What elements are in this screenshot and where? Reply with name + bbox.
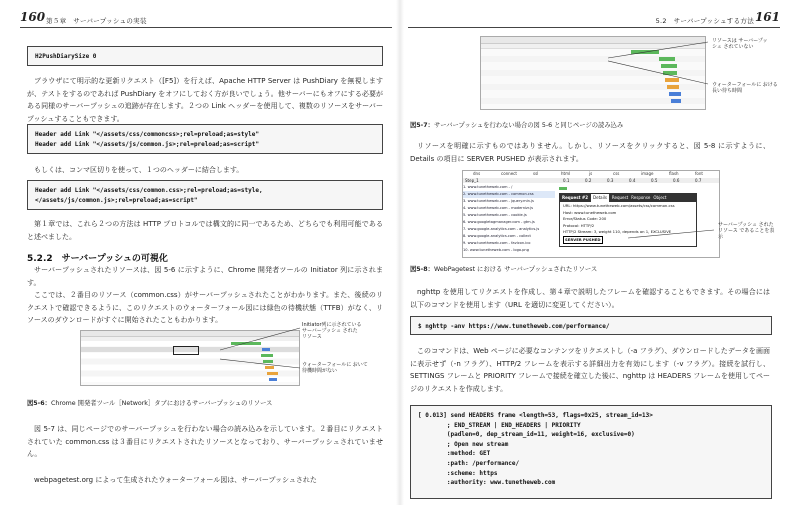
left-para-6: 図 5-7 は、同じページでのサーバープッシュを行わない場合の読み込みを示しています。２番目にリクエストされていた common.css は３番目にリクエストされたリソースとなっており、サーバープッシュされていません。 bbox=[27, 425, 383, 458]
left-running-head bbox=[20, 10, 392, 28]
wpt-panel-status: Error/Status Code: 200 bbox=[563, 216, 607, 221]
wpt-row-4[interactable]: 4. www.tunetheweb.com - modernizr.js bbox=[463, 206, 534, 210]
right-running-head bbox=[408, 10, 780, 28]
wpt-col-flash: flash bbox=[669, 171, 679, 176]
fig7-row-8 bbox=[481, 98, 705, 104]
wpt-row-7[interactable]: 7. www.google-analytics.com - analytics.js bbox=[463, 227, 540, 231]
wpt-col-image: image bbox=[641, 171, 654, 176]
fig5-6-note-initiator: Initiator列に示されている サーバープッシュ されたリソース bbox=[302, 322, 362, 340]
fig5-8-caption-text: WebPagetest における サーバープッシュされたリソース bbox=[433, 266, 598, 273]
left-para-1: ブラウザにて明示的な更新リクエスト（[F5]）を行えば、Apache HTTP Server は PushDiary を無視しますが、テストをするのであれば PushDiary をオフにしておく方が良いでしょう。他サーバーにもオフにする必要がある同様のサーバープッシュの追跡が存在します。２つの Link ヘッダーを使用して、複数のリソースをサーバープッシュすることもできます。 bbox=[27, 77, 383, 123]
right-para-3: このコマンドは、Web ページに必要なコンテンツをリクエストし（-a フラグ）、ダウンロードしたデータを画面に表示せず（-n フラグ）、HTTP/2 フレームを表示する詳細出力を有効にします（-v フラグ）。接続を試行し、SETTINGS フレームと PRIORITY フレームで接続を確立した後に、nghttp は HEADERS フレームを使用してページのリクエストを作成します。 bbox=[410, 347, 770, 393]
wpt-row-5[interactable]: 5. www.tunetheweb.com - cookie.js bbox=[463, 213, 527, 217]
fig5-6-caption-text: Chrome 開発者ツール［Network］タブにおけるサーバープッシュのリソース bbox=[50, 400, 273, 407]
wpt-col-js: js bbox=[589, 171, 593, 176]
wpt-col-font: font bbox=[695, 171, 703, 176]
fig5-7-note-long-wait: ウォーターフォールに おける長い待ち時間 bbox=[712, 82, 778, 94]
fig5-8-caption-label: 図5-8： bbox=[410, 266, 434, 273]
wpt-col-connect: connect bbox=[501, 171, 517, 176]
right-page-number: 161 bbox=[754, 10, 780, 24]
wpt-scale-4: 0.4 bbox=[629, 178, 636, 183]
left-para-2: もしくは、コンマ区切りを使って、１つのヘッダーに結合します。 bbox=[34, 166, 244, 174]
wpt-row-8[interactable]: 8. www.google-analytics.com - collect bbox=[463, 234, 531, 238]
fig5-7-callout-lines bbox=[608, 36, 718, 96]
right-para-1: リソースを明確に示すものではありません。しかし、リソースをクリックすると、図 5-8 に示すように、Details の項目に SERVER PUSHED が表示されます。 bbox=[410, 142, 770, 163]
fig5-7-note-not-pushed: リソースは サーバープッシュ されていない bbox=[712, 38, 768, 50]
right-section-header: 5.2 サーバープッシュする方法 bbox=[655, 17, 754, 25]
wpt-col-dns: dns bbox=[473, 171, 481, 176]
wpt-col-html: html bbox=[561, 171, 571, 176]
left-page-number: 160 bbox=[20, 10, 46, 24]
wpt-col-ssl: ssl bbox=[533, 171, 539, 176]
wpt-row-6[interactable]: 6. www.googletagmanager.com - gtm.js bbox=[463, 220, 535, 224]
right-code-1: $ nghttp -anv https://www.tunetheweb.com/performance/ bbox=[410, 316, 772, 335]
wpt-panel-url: URL: https://www.tunetheweb.com/assets/css/common.css bbox=[563, 203, 675, 208]
left-code-3: Header add Link "</assets/css/common.css>;rel=preload;as=style, </assets/js/common.js>;rel=preload;as=script" bbox=[27, 180, 383, 210]
left-chapter-header: 第５章 サーバープッシュの実装 bbox=[46, 17, 147, 25]
wpt-scale-5: 0.5 bbox=[651, 178, 658, 183]
wpt-tab-object[interactable]: Object bbox=[653, 195, 667, 200]
wpt-row-9[interactable]: 9. www.tunetheweb.com - favicon.ico bbox=[463, 241, 531, 245]
right-para-2: nghttp を使用してリクエストを作成し、第４章で説明したフレームを確認することもできます。その場合には以下のコマンドを使用します（URL を適切に変更してください）。 bbox=[410, 288, 770, 309]
section-title: 5.2.2 サーバープッシュの可視化 bbox=[27, 254, 168, 264]
wpt-row-1[interactable]: 1. www.tunetheweb.com - / bbox=[463, 185, 513, 189]
wpt-step-label: Step_1 bbox=[465, 178, 479, 183]
wpt-row-2[interactable]: 2. www.tunetheweb.com - common.css bbox=[463, 191, 555, 198]
left-code-1: H2PushDiarySize 0 bbox=[27, 46, 383, 66]
left-code-2: Header add Link "</assets/css/commoncss>;rel=preload;as=style" Header add Link "</assets/js/common.js>;rel=preload;as=script" bbox=[27, 124, 383, 154]
wpt-scale-1: 0.1 bbox=[563, 178, 570, 183]
wpt-panel-stream: HTTP/2 Stream: 3, weight 110, depends on 1, EXCLUSIVE bbox=[563, 229, 672, 234]
page-gutter bbox=[396, 0, 404, 505]
right-page bbox=[408, 0, 780, 505]
wpt-col-css: css bbox=[613, 171, 620, 176]
wpt-legend bbox=[463, 171, 719, 177]
wpt-panel-protocol: Protocol: HTTP/2 bbox=[563, 222, 595, 228]
fig5-6-caption-label: 図5-6： bbox=[27, 400, 51, 407]
wpt-scale-3: 0.3 bbox=[607, 178, 614, 183]
left-para-5: ここでは、２番目のリソース（common.css）がサーバープッシュされたことがわかります。また、後続のリクエストで確認できるように、このリクエストのウォーターフォール図には緑色の待機状態（TTFB）がなく、リソースのダウンロードがすぐに開始されたこともわかります。 bbox=[27, 291, 383, 324]
fig5-6-note-waiting: ウォーターフォールに おいて待機時間がない bbox=[302, 362, 368, 374]
wpt-panel-title: Request #2 bbox=[562, 195, 589, 200]
wpt-panel-host: Host: www.tunetheweb.com bbox=[563, 209, 617, 215]
fig5-7-caption-text: サーバープッシュを行わない場合の図 5-6 と同じページの読み込み bbox=[433, 122, 624, 129]
wpt-tab-request[interactable]: Request bbox=[611, 195, 629, 200]
wpt-scale-2: 0.2 bbox=[585, 178, 592, 183]
left-para-7: webpagetest.org によって生成されたウォーターフォール図は、サーバープッシュされた bbox=[34, 476, 317, 484]
fig5-7-caption bbox=[410, 120, 623, 129]
left-para-3: 第１章では、これら２つの方法は HTTP プロトコルでは構文的に同一であるため、どちらでも利用可能であると述べました。 bbox=[27, 220, 383, 241]
wpt-row-10[interactable]: 10. www.tunetheweb.com - logo.png bbox=[463, 248, 529, 252]
wpt-tab-details[interactable]: Details bbox=[593, 195, 607, 200]
fig5-6-callout-lines bbox=[220, 320, 310, 380]
wpt-tab-response[interactable]: Response bbox=[631, 195, 651, 200]
wpt-scale-7: 0.7 bbox=[695, 178, 702, 183]
wpt-row-3[interactable]: 3. www.tunetheweb.com - jquery.min.js bbox=[463, 199, 534, 203]
fig5-8-note: サーバープッシュ されたリソース であることを表示 bbox=[718, 222, 775, 240]
wpt-panel-tabs bbox=[560, 194, 696, 202]
fig5-6-caption bbox=[27, 398, 272, 407]
left-page bbox=[20, 0, 392, 505]
fig5-7-caption-label: 図5-7： bbox=[410, 122, 434, 129]
wpt-scale-6: 0.6 bbox=[673, 178, 680, 183]
right-code-2: [ 0.013] send HEADERS frame <length=53, flags=0x25, stream_id=13> ; END_STREAM | END_HEADERS | PRIORITY (padlen=0, dep_stream_id=11, weight=16, exclusive=0) ; Open new stream :method: GET :path: /performance/ :scheme: https :authority: www.tunetheweb.com bbox=[410, 405, 772, 499]
wpt-panel-server-pushed: SERVER PUSHED bbox=[563, 236, 603, 245]
wpt-scale-row bbox=[463, 178, 719, 183]
initiator-highlight-box bbox=[173, 346, 199, 355]
wpt-request-list bbox=[463, 184, 555, 256]
wpt-bar-1 bbox=[559, 187, 567, 190]
fig5-8-callout-line bbox=[628, 220, 718, 260]
fig5-8-caption bbox=[410, 264, 597, 273]
left-para-4: サーバープッシュされたリソースは、図 5-6 に示すように、Chrome 開発者ツールの Initiator 列に示されます。 bbox=[27, 266, 383, 287]
